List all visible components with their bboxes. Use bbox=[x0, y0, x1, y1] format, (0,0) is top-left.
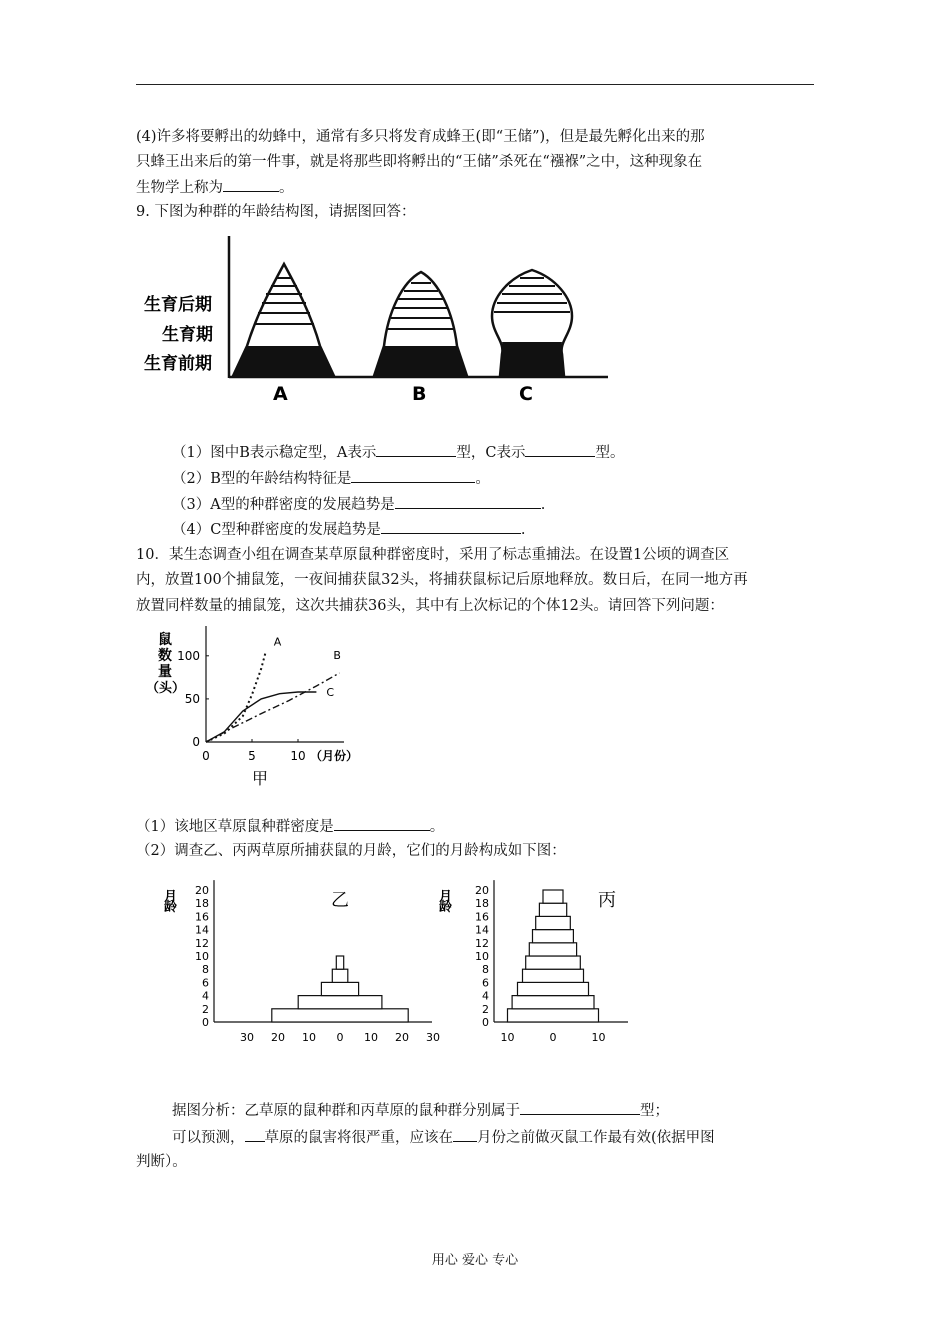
age-bar-4-6 bbox=[321, 982, 358, 995]
y-axis-label-2: 数 bbox=[158, 648, 172, 664]
age-bar-14-16 bbox=[536, 916, 571, 929]
answer-blank[interactable] bbox=[245, 1127, 265, 1142]
q8-4-line3: 生物学上称为 。 bbox=[136, 177, 826, 198]
label-pre-reproductive: 生育前期 bbox=[144, 354, 212, 374]
y-tick-label: 16 bbox=[475, 910, 489, 924]
x-tick-label: 20 bbox=[395, 1031, 409, 1044]
chart-yi-bing bbox=[150, 868, 640, 1058]
y-axis-label-1: 月 bbox=[164, 889, 178, 905]
x-tick-label: 10 bbox=[364, 1031, 378, 1044]
y-tick-label: 12 bbox=[195, 936, 209, 950]
q10-analysis: 据图分析：乙草原的鼠种群和丙草原的鼠种群分别属于 型； bbox=[172, 1100, 862, 1121]
answer-blank[interactable] bbox=[395, 494, 541, 509]
y-tick-label: 100 bbox=[177, 648, 200, 663]
age-bar-4-6 bbox=[518, 982, 589, 995]
pyramid-label-C: C bbox=[519, 383, 533, 405]
age-bar-2-4 bbox=[298, 996, 382, 1009]
series-line-B bbox=[206, 673, 339, 742]
answer-blank[interactable] bbox=[381, 519, 521, 534]
answer-blank[interactable] bbox=[453, 1127, 477, 1142]
y-tick-label: 0 bbox=[192, 735, 200, 749]
q8-4-line1: (4)许多将要孵出的幼蜂中，通常有多只将发育成蜂王(即“王储”)，但是最先孵化出来的那 bbox=[136, 129, 705, 145]
q10-predict-end: 判断）。 bbox=[136, 1154, 187, 1170]
age-bar-18-20 bbox=[543, 890, 563, 903]
y-tick-label: 10 bbox=[475, 950, 489, 963]
age-bar-12-14 bbox=[533, 930, 574, 943]
q9-intro: 9. 下图为种群的年龄结构图，请据图回答： bbox=[136, 204, 416, 220]
answer-blank[interactable] bbox=[520, 1100, 640, 1115]
chart-title: 乙 bbox=[331, 889, 349, 911]
x-tick-label: 20 bbox=[271, 1031, 285, 1044]
y-tick-label: 4 bbox=[202, 989, 209, 1003]
x-axis-label: （月份） bbox=[310, 749, 359, 763]
y-axis-label-2: 龄 bbox=[164, 900, 178, 916]
q10-s2: （2）调查乙、丙两草原所捕获鼠的月龄，它们的月龄构成如下图： bbox=[136, 843, 566, 859]
y-tick-label: 8 bbox=[202, 963, 209, 977]
pyramid-A bbox=[233, 264, 334, 376]
chart-title: 丙 bbox=[598, 889, 616, 911]
y-tick-label: 20 bbox=[195, 884, 209, 897]
y-tick-label: 16 bbox=[195, 910, 209, 924]
y-tick-label: 6 bbox=[202, 976, 209, 990]
y-tick-label: 14 bbox=[475, 923, 489, 937]
x-tick-label: 10 bbox=[591, 1031, 606, 1044]
age-bar-10-12 bbox=[529, 943, 576, 956]
age-bar-0-2 bbox=[508, 1009, 599, 1022]
q9-s2: （2）B型的年龄结构特征是 。 bbox=[172, 468, 862, 489]
answer-blank[interactable] bbox=[376, 442, 456, 457]
q10-line3: 放置同样数量的捕鼠笼，这次共捕获36头，其中有上次标记的个体12头。请回答下列问题： bbox=[136, 598, 724, 614]
age-bar-8-10 bbox=[526, 956, 581, 969]
label-reproductive: 生育期 bbox=[162, 325, 213, 345]
y-tick-label: 12 bbox=[475, 936, 489, 950]
age-bar-6-8 bbox=[523, 969, 584, 982]
y-axis-label-1: 鼠 bbox=[158, 632, 172, 648]
age-bar-0-2 bbox=[272, 1009, 408, 1022]
q9-s3: （3）A型的种群密度的发展趋势是 . bbox=[172, 494, 862, 515]
q8-4-line2: 只蜂王出来后的第一件事，就是将那些即将孵出的“王储”杀死在“襁褓”之中，这种现象在 bbox=[136, 154, 703, 170]
series-line-A bbox=[206, 652, 266, 743]
y-tick-label: 14 bbox=[195, 923, 209, 937]
age-bar-2-4 bbox=[512, 996, 594, 1009]
x-tick-label: 10 bbox=[500, 1031, 515, 1044]
series-label-B: B bbox=[333, 649, 341, 663]
pyramid-C bbox=[492, 270, 572, 376]
footer: 用心 爱心 专心 bbox=[431, 1253, 519, 1268]
x-tick-label: 0 bbox=[336, 1031, 344, 1044]
series-label-A: A bbox=[273, 635, 282, 649]
pyramid-label-A: A bbox=[273, 383, 288, 405]
answer-blank[interactable] bbox=[525, 442, 595, 457]
series-label-C: C bbox=[326, 686, 335, 700]
x-tick-label: 30 bbox=[426, 1031, 440, 1044]
y-tick-label: 18 bbox=[475, 897, 489, 911]
pyramid-label-B: B bbox=[412, 383, 427, 405]
label-post-reproductive: 生育后期 bbox=[144, 295, 212, 315]
y-tick-label: 18 bbox=[195, 897, 209, 911]
q10-s1: （1）该地区草原鼠种群密度是 。 bbox=[136, 816, 826, 837]
q10-line1: 10．某生态调查小组在调查某草原鼠种群密度时，采用了标志重捕法。在设置1公顷的调查区 bbox=[136, 547, 730, 563]
x-tick-label: 10 bbox=[290, 749, 306, 763]
x-tick-label: 0 bbox=[549, 1031, 557, 1044]
age-bar-16-18 bbox=[539, 903, 566, 916]
y-tick-label: 0 bbox=[482, 1016, 489, 1029]
y-tick-label: 6 bbox=[482, 976, 489, 990]
y-tick-label: 20 bbox=[475, 884, 489, 897]
header-rule bbox=[136, 84, 814, 85]
y-axis-label-unit: （头） bbox=[146, 681, 186, 696]
chart-title: 甲 bbox=[251, 769, 269, 788]
q9-s4: （4）C型种群密度的发展趋势是 . bbox=[172, 519, 862, 540]
y-tick-label: 10 bbox=[195, 950, 209, 963]
series-line-C bbox=[206, 692, 316, 742]
y-tick-label: 4 bbox=[482, 989, 489, 1003]
y-axis-label-3: 量 bbox=[158, 664, 172, 680]
x-tick-label: 30 bbox=[240, 1031, 254, 1044]
chart-jia bbox=[144, 624, 374, 794]
y-tick-label: 2 bbox=[482, 1002, 489, 1016]
y-tick-label: 0 bbox=[202, 1016, 209, 1029]
x-tick-label: 10 bbox=[302, 1031, 316, 1044]
q9-s1: （1）图中B表示稳定型，A表示 型，C表示 型。 bbox=[172, 442, 862, 463]
q10-predict: 可以预测， 草原的鼠害将很严重，应该在 月份之前做灭鼠工作最有效(依据甲图 bbox=[172, 1127, 862, 1148]
y-axis-label-1: 月 bbox=[439, 889, 453, 905]
y-tick-label: 2 bbox=[202, 1002, 209, 1016]
answer-blank[interactable] bbox=[223, 177, 279, 192]
answer-blank[interactable] bbox=[351, 468, 475, 483]
pyramid-B bbox=[374, 272, 467, 376]
q10-line2: 内，放置100个捕鼠笼，一夜间捕获鼠32头，将捕获鼠标记后原地释放。数日后，在同一地方再 bbox=[136, 572, 748, 588]
x-tick-label: 5 bbox=[248, 749, 256, 763]
age-bar-8-10 bbox=[336, 956, 343, 969]
y-axis-label-2: 龄 bbox=[439, 900, 453, 916]
x-tick-label: 0 bbox=[202, 749, 210, 763]
age-structure-figure bbox=[136, 228, 616, 408]
y-tick-label: 50 bbox=[184, 691, 200, 706]
answer-blank[interactable] bbox=[334, 816, 430, 831]
age-bar-6-8 bbox=[332, 969, 348, 982]
y-tick-label: 8 bbox=[482, 963, 489, 977]
